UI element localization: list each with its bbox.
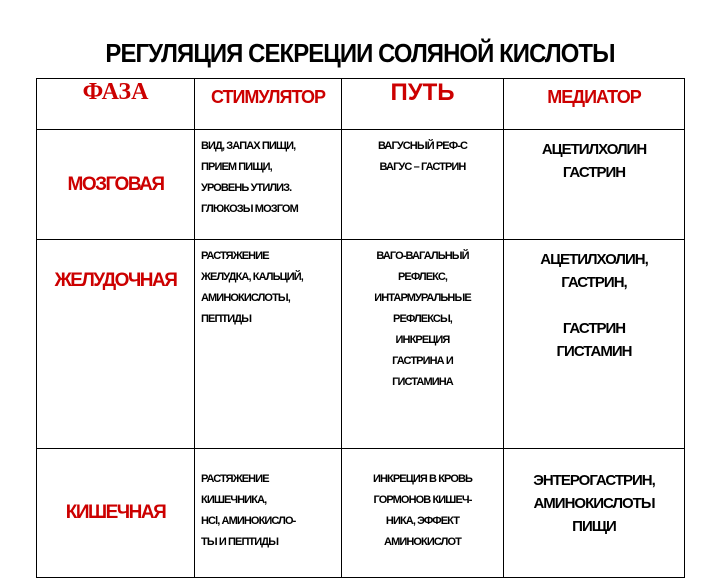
stimulator-brain <box>195 130 342 240</box>
stimulator-line: РАСТЯЖЕНИЕ <box>201 473 269 485</box>
path-intestinal <box>342 449 504 578</box>
path-line: ВАГУС – ГАСТРИН <box>379 161 466 173</box>
stimulator-line: ПРИЕМ ПИЩИ, <box>201 161 272 173</box>
header-phase: ФАЗА <box>37 79 195 130</box>
mediator-line: АМИНОКИСЛОТЫ <box>533 495 655 512</box>
stimulator-line: РАСТЯЖЕНИЕ <box>201 250 269 262</box>
phase-intestinal: КИШЕЧНАЯ <box>37 449 195 578</box>
mediator-line: ГАСТРИН, <box>561 274 627 291</box>
header-mediator: МЕДИАТОР <box>504 79 685 130</box>
path-line: ВАГУСНЫЙ РЕФ-С <box>377 140 468 152</box>
mediator-line: ГАСТРИН <box>562 320 626 337</box>
mediator-line: АЦЕТИЛХОЛИН <box>541 141 647 158</box>
stimulator-intestinal <box>195 449 342 578</box>
path-line: ГИСТАМИНА <box>392 376 453 388</box>
path-line: ИНТАРМУРАЛЬНЫЕ <box>374 292 471 304</box>
path-line: РЕФЛЕКСЫ, <box>393 313 452 325</box>
page-title: РЕГУЛЯЦИЯ СЕКРЕЦИИ СОЛЯНОЙ КИСЛОТЫ <box>105 38 615 68</box>
mediator-intestinal <box>504 449 685 578</box>
mediator-line: ПИЩИ <box>572 518 616 535</box>
path-line: ГОРМОНОВ КИШЕЧ- <box>373 494 472 506</box>
table-row-intestinal <box>37 449 685 578</box>
mediator-line: ЭНТЕРОГАСТРИН, <box>533 472 655 489</box>
header-path: ПУТЬ <box>342 79 504 130</box>
phase-brain: МОЗГОВАЯ <box>37 130 195 240</box>
stimulator-line: ЖЕЛУДКА, КАЛЬЦИЙ, <box>201 271 303 283</box>
mediator-brain <box>504 130 685 240</box>
table-row-brain <box>37 130 685 240</box>
phase-gastric: ЖЕЛУДОЧНАЯ <box>37 240 195 449</box>
mediator-line: АЦЕТИЛХОЛИН, <box>540 251 648 268</box>
regulation-table <box>36 78 685 578</box>
stimulator-line: АМИНОКИСЛОТЫ, <box>201 292 290 304</box>
stimulator-line: HCl, АМИНОКИСЛО- <box>201 515 296 527</box>
stimulator-line: ПЕПТИДЫ <box>201 313 252 325</box>
path-line: ИНКРЕЦИЯ <box>395 334 450 346</box>
stimulator-line: УРОВЕНЬ УТИЛИЗ. <box>201 182 292 194</box>
stimulator-gastric <box>195 240 342 449</box>
path-line: НИКА, ЭФФЕКТ <box>385 515 460 527</box>
path-line: РЕФЛЕКС, <box>397 271 448 283</box>
path-line: ГАСТРИНА И <box>392 355 453 367</box>
spacer <box>504 294 684 317</box>
table-row-gastric <box>37 240 685 449</box>
table-header-row <box>37 79 685 130</box>
mediator-gastric <box>504 240 685 449</box>
path-gastric <box>342 240 504 449</box>
stimulator-line: ВИД, ЗАПАХ ПИЩИ, <box>201 140 296 152</box>
stimulator-line: ГЛЮКОЗЫ МОЗГОМ <box>201 203 298 215</box>
path-line: АМИНОКИСЛОТ <box>384 536 461 548</box>
header-stimulator: СТИМУЛЯТОР <box>195 79 342 130</box>
path-line: ИНКРЕЦИЯ В КРОВЬ <box>372 473 473 485</box>
path-brain <box>342 130 504 240</box>
mediator-line: ГИСТАМИН <box>556 343 632 360</box>
path-line: ВАГО-ВАГАЛЬНЫЙ <box>376 250 469 262</box>
mediator-line: ГАСТРИН <box>562 164 626 181</box>
stimulator-line: ТЫ И ПЕПТИДЫ <box>201 536 279 548</box>
stimulator-line: КИШЕЧНИКА, <box>201 494 267 506</box>
